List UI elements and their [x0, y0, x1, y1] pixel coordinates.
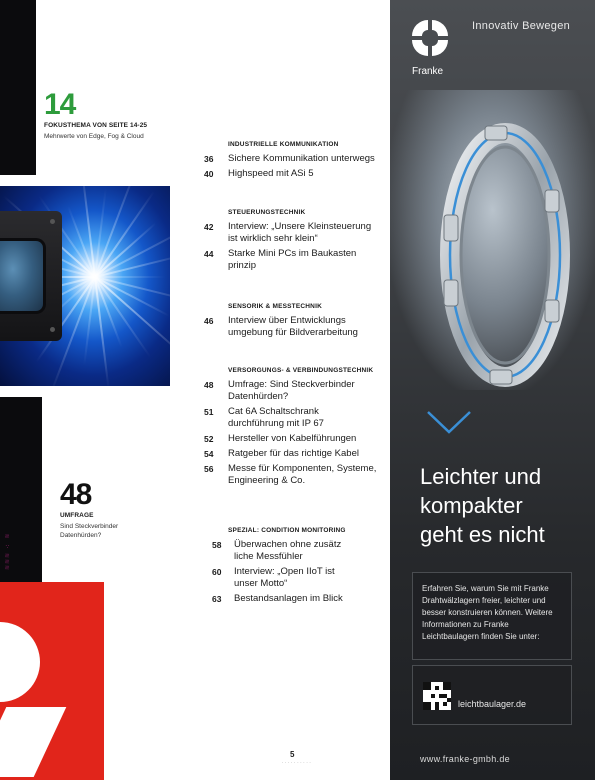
- feature-survey[interactable]: [60, 480, 180, 540]
- franke-logo-icon: [410, 18, 450, 58]
- bearing-ring-image: [430, 120, 570, 390]
- toc-entry-page: 44: [204, 249, 214, 259]
- toc-entry-page: 36: [204, 154, 214, 164]
- toc-entry-title-line: prinzip: [228, 260, 256, 271]
- feature-subtitle: [60, 522, 180, 540]
- ad-headline-line: geht es nicht: [420, 522, 545, 547]
- toc-entry-title-line: Ratgeber für das richtige Kabel: [228, 448, 359, 459]
- toc-section-heading: SENSORIK & MESSTECHNIK: [228, 303, 322, 310]
- toc-entry-title-line: Umfrage: Sind Steckverbinder: [228, 379, 355, 390]
- toc-entry-title: [228, 315, 385, 339]
- toc-entry[interactable]: [200, 406, 385, 430]
- toc-entry-title: [228, 448, 385, 460]
- toc-entry[interactable]: [200, 379, 385, 403]
- toc-entry[interactable]: [200, 153, 385, 165]
- toc-section-heading: SPEZIAL: CONDITION MONITORING: [228, 527, 346, 534]
- toc-section: [200, 209, 385, 275]
- ad-headline-line: Leichter und: [420, 464, 542, 489]
- toc-entry-title: [228, 221, 385, 245]
- toc-entry-title-line: Highspeed mit ASi 5: [228, 168, 314, 179]
- left-black-bar-top: [0, 0, 36, 175]
- toc-entry-title-line: Sichere Kommunikation unterwegs: [228, 153, 375, 164]
- feature-label: UMFRAGE: [60, 512, 94, 519]
- toc-entry-title: [228, 379, 385, 403]
- toc-entry-title-line: Cat 6A Schaltschrank: [228, 406, 319, 417]
- feature-page-number: 14: [44, 88, 76, 121]
- toc-entry[interactable]: [200, 433, 385, 445]
- ad-headline: [420, 462, 590, 549]
- feature-subtitle-line: Sind Steckverbinder: [60, 523, 119, 530]
- toc-entry-page: 54: [204, 449, 214, 459]
- red-graphic-block: [0, 582, 104, 780]
- qr-code-icon[interactable]: [423, 682, 451, 710]
- ad-headline-line: kompakter: [420, 493, 523, 518]
- toc-entry-title: [234, 566, 385, 590]
- toc-entry-title-line: ist wirklich sehr klein“: [228, 233, 318, 244]
- toc-entry-title: [228, 433, 385, 445]
- toc-entry-page: 52: [204, 434, 214, 444]
- toc-entry-title: [228, 406, 385, 430]
- feature-label: FOKUSTHEMA VON SEITE 14-25: [44, 122, 148, 129]
- page-number: 5: [290, 750, 295, 759]
- toc-section-heading: INDUSTRIELLE KOMMUNIKATION: [228, 141, 339, 148]
- toc-entry-page: 56: [204, 464, 214, 474]
- toc-entry-title-line: Überwachen ohne zusätz: [234, 539, 342, 550]
- toc-entry-title-line: Interview: „Open IIoT ist: [234, 566, 335, 577]
- toc-entry-title: [228, 463, 385, 487]
- toc-entry-title-line: Bestandsanlagen im Blick: [234, 593, 343, 604]
- toc-entry-title-line: Interview: „Unsere Kleinsteuerung: [228, 221, 372, 232]
- toc-entry-title: [228, 168, 385, 180]
- toc-entry[interactable]: [200, 448, 385, 460]
- toc-section: [200, 527, 385, 608]
- brand-name: Franke: [412, 66, 444, 77]
- toc-entry-title-line: Messe für Komponenten, Systeme,: [228, 463, 377, 474]
- toc-entry-title: [228, 153, 385, 165]
- toc-entry-title: [234, 593, 385, 605]
- toc-entry-page: 51: [204, 407, 214, 417]
- toc-section: [200, 141, 385, 183]
- ad-website-link[interactable]: www.franke-gmbh.de: [420, 754, 510, 764]
- toc-entry[interactable]: [200, 168, 385, 180]
- toc-entry-title-line: durchführung mit IP 67: [228, 418, 324, 429]
- toc-entry-title-line: Datenhürden?: [228, 391, 289, 402]
- toc-entry-title-line: Starke Mini PCs im Baukasten: [228, 248, 357, 259]
- franke-advertisement[interactable]: [390, 0, 595, 780]
- toc-entry-title-line: Engineering & Co.: [228, 475, 306, 486]
- toc-entry-title-line: umgebung für Bildverarbeitung: [228, 327, 358, 338]
- toc-entry-page: 60: [212, 567, 222, 577]
- toc-entry-title: [234, 539, 385, 563]
- toc-entry-title-line: Hersteller von Kabelführungen: [228, 433, 357, 444]
- ad-tagline: Innovativ Bewegen: [472, 20, 571, 32]
- toc-entry[interactable]: [200, 539, 385, 563]
- toc-entry[interactable]: [200, 566, 385, 590]
- toc-section: [200, 303, 385, 342]
- toc-entry[interactable]: [200, 593, 385, 605]
- toc-entry-title-line: liche Messfühler: [234, 551, 303, 562]
- toc-entry-page: 48: [204, 380, 214, 390]
- toc-entry[interactable]: [200, 248, 385, 272]
- toc-entry-page: 63: [212, 594, 222, 604]
- toc-entry[interactable]: [200, 463, 385, 487]
- camera-lens: [0, 238, 46, 314]
- toc-entry-page: 40: [204, 169, 214, 179]
- toc-entry[interactable]: [200, 315, 385, 339]
- toc-entry-title-line: unser Motto“: [234, 578, 288, 589]
- camera-photo: [0, 186, 170, 386]
- page-footer-mark: · · · · · · · · · ·: [282, 760, 312, 765]
- toc-entry[interactable]: [200, 221, 385, 245]
- decorative-vertical-mark: ≋≋≋ ∴ ≋: [5, 532, 11, 570]
- toc-entry-title-line: Interview über Entwicklungs: [228, 315, 346, 326]
- feature-subtitle-line: Datenhürden?: [60, 532, 102, 539]
- feature-subtitle: Mehrwerte von Edge, Fog & Cloud: [44, 133, 144, 140]
- toc-section: [200, 367, 385, 490]
- feature-page-number: 48: [60, 478, 92, 511]
- toc-entry-page: 46: [204, 316, 214, 326]
- feature-focus-theme[interactable]: [44, 90, 194, 141]
- chevron-down-icon: [426, 410, 472, 436]
- toc-entry-title: [228, 248, 385, 272]
- ad-info-text: Erfahren Sie, warum Sie mit Franke Drahtwälzlagern freier, leichter und besser konstruieren können. Weitere Informationen zu Franke Leichtbaulagern finden Sie unter:: [412, 572, 572, 660]
- qr-link-text[interactable]: leichtbaulager.de: [458, 699, 527, 709]
- ad-qr-box[interactable]: [412, 665, 572, 725]
- toc-entry-page: 42: [204, 222, 214, 232]
- toc-entry-page: 58: [212, 540, 222, 550]
- toc-section-heading: VERSORGUNGS- & VERBINDUNGSTECHNIK: [228, 367, 374, 374]
- toc-section-heading: STEUERUNGSTECHNIK: [228, 209, 306, 216]
